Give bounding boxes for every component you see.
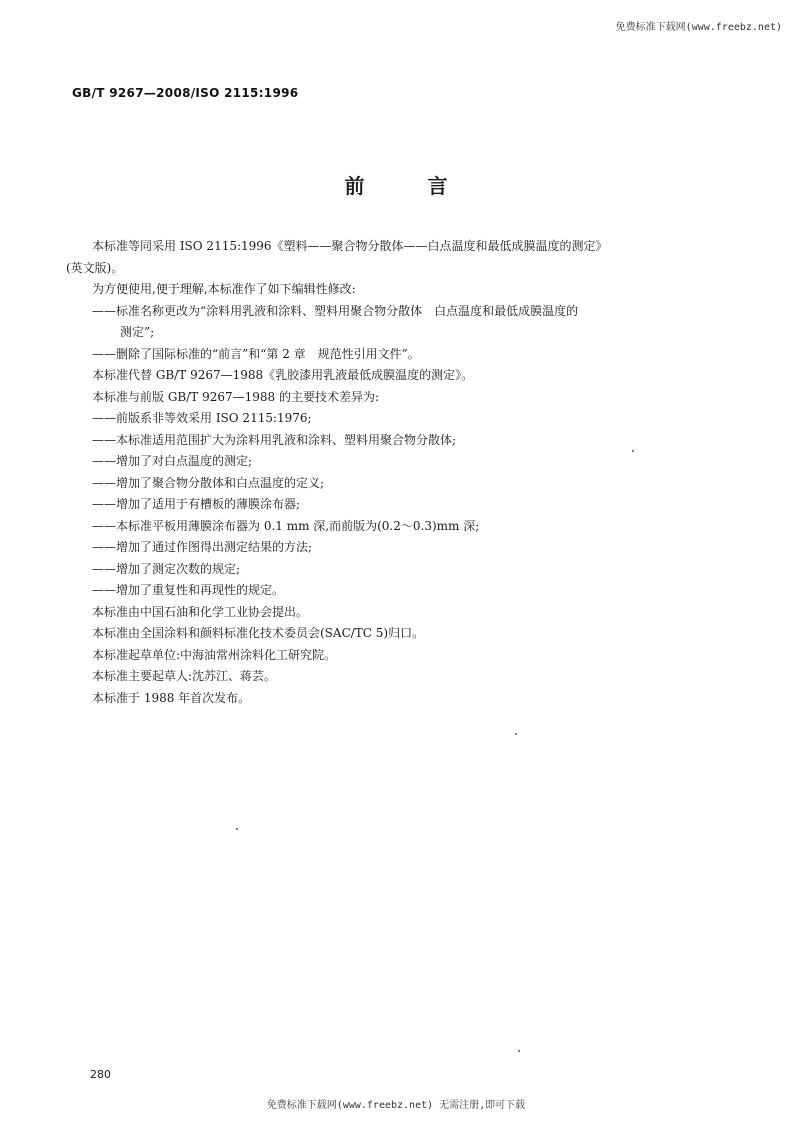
- paragraph: 本标准等同采用 ISO 2115:1996《塑料——聚合物分散体——白点温度和最低成膜温度的测定》: [92, 239, 608, 253]
- list-item: ——增加了重复性和再现性的规定。: [92, 583, 285, 597]
- list-item: ——本标准平板用薄膜涂布器为 0.1 mm 深,而前版为(0.2～0.3)mm 深;: [92, 518, 480, 533]
- paragraph: 本标准代替 GB/T 9267—1988《乳胶漆用乳液最低成膜温度的测定》。: [92, 368, 474, 382]
- list-item: ——增加了通过作图得出测定结果的方法;: [92, 540, 313, 554]
- list-item-continuation: 测定”;: [120, 325, 155, 339]
- paragraph: 本标准由全国涂料和颜料标准化技术委员会(SAC/TC 5)归口。: [92, 626, 425, 640]
- paragraph: 本标准主要起草人:沈苏江、蒋芸。: [92, 669, 277, 683]
- list-item: ——增加了适用于有槽板的薄膜涂布器;: [92, 497, 301, 511]
- scan-speck: [515, 733, 517, 735]
- paragraph-continuation: (英文版)。: [66, 260, 124, 275]
- paragraph: 本标准于 1988 年首次发布。: [92, 690, 251, 705]
- list-item: ——增加了测定次数的规定;: [92, 561, 241, 576]
- standard-code: GB/T 9267—2008/ISO 2115:1996: [72, 86, 299, 100]
- page-title: 前 言: [344, 174, 476, 198]
- paragraph: 本标准由中国石油和化学工业协会提出。: [92, 604, 309, 619]
- paragraph: 为方便使用,便于理解,本标准作了如下编辑性修改:: [92, 282, 356, 296]
- list-item: ——前版系非等效采用 ISO 2115:1976;: [92, 411, 312, 425]
- page-number: 280: [90, 1068, 111, 1081]
- scan-speck: [632, 450, 634, 452]
- list-item: ——增加了对白点温度的测定;: [92, 454, 253, 468]
- list-item: ——标准名称更改为“涂料用乳液和涂料、塑料用聚合物分散体 白点温度和最低成膜温度的: [92, 303, 579, 318]
- foreword-body: [66, 236, 712, 709]
- list-item: ——删除了国际标准的“前言”和“第 2 章 规范性引用文件”。: [92, 346, 420, 361]
- watermark-top: 免费标准下载网(www.freebz.net): [615, 22, 782, 33]
- paragraph: 本标准起草单位:中海油常州涂料化工研究院。: [92, 647, 337, 662]
- list-item: ——本标准适用范围扩大为涂料用乳液和涂料、塑料用聚合物分散体;: [92, 432, 457, 447]
- watermark-bottom: 免费标准下载网(www.freebz.net) 无需注册,即可下载: [266, 1100, 526, 1111]
- list-item: ——增加了聚合物分散体和白点温度的定义;: [92, 475, 325, 490]
- paragraph: 本标准与前版 GB/T 9267—1988 的主要技术差异为:: [92, 389, 380, 404]
- scan-speck: [518, 1050, 520, 1052]
- scan-speck: [236, 828, 238, 830]
